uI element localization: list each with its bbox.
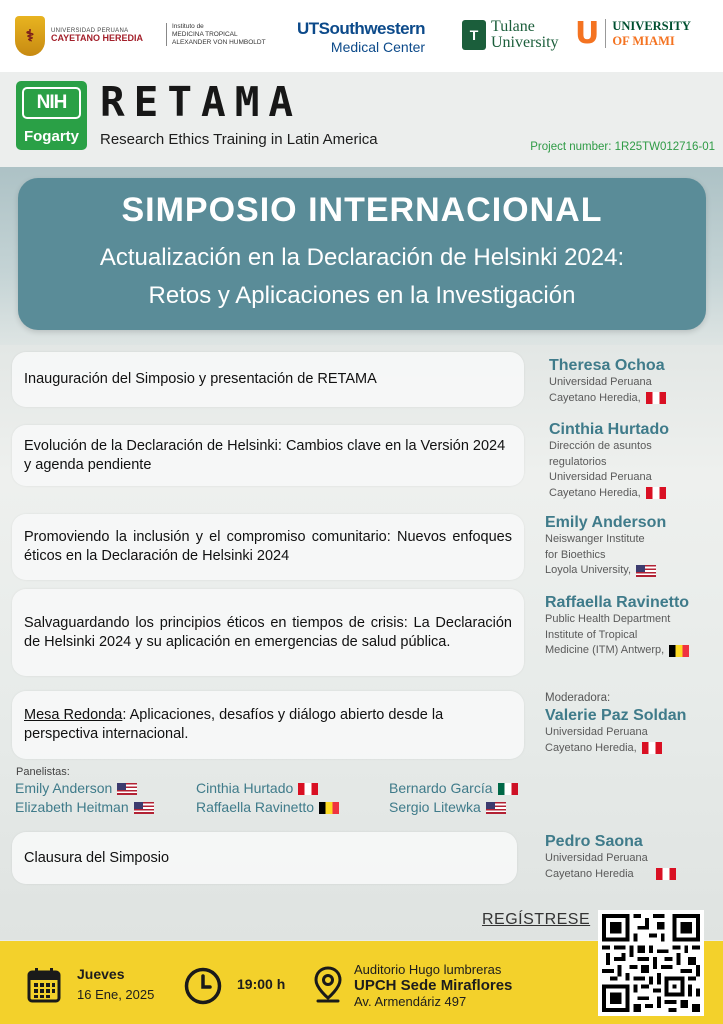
- speaker-1-affiliation: [549, 375, 723, 406]
- usa-flag-icon: [117, 783, 137, 795]
- session-4: [12, 589, 524, 676]
- session-2-title: Evolución de la Declaración de Helsinki: Cambios clave en la Versión 2024 y agenda pendiente: [24, 437, 506, 473]
- peru-flag-icon: [646, 487, 666, 499]
- clock-icon: [183, 966, 223, 1006]
- panelist-name: Cinthia Hurtado: [196, 780, 294, 796]
- project-number: Project number: 1R25TW012716-01: [530, 141, 715, 153]
- round-table-title: : Aplicaciones, desafíos y diálogo abierto desde la perspectiva internacional.: [24, 707, 444, 742]
- humboldt-line-1: Instituto de: [172, 23, 204, 30]
- mexico-flag-icon: [498, 783, 518, 795]
- session-1: [12, 352, 524, 407]
- peru-flag-icon: [298, 783, 318, 795]
- usa-flag-icon: [134, 802, 154, 814]
- upch-name: CAYETANO HEREDIA: [51, 33, 144, 44]
- location-pin-icon: [313, 966, 343, 1004]
- round-table-label: Mesa Redonda: [24, 707, 123, 724]
- panelist: [15, 799, 154, 815]
- calendar-icon: [27, 967, 61, 1003]
- register-link[interactable]: REGÍSTRESE: [482, 911, 591, 928]
- speaker-1: [549, 357, 723, 406]
- venue-campus: UPCH Sede Miraflores: [354, 977, 513, 994]
- um-line-1: UNIVERSITY: [612, 19, 691, 34]
- aff-line: for Bioethics: [545, 548, 606, 561]
- aff-line: Universidad Peruana: [549, 471, 652, 484]
- symposium-title-box: [18, 178, 706, 330]
- aff-line: Medicine (ITM) Antwerp,: [545, 644, 665, 657]
- aff-line: Cayetano Heredia,: [549, 487, 641, 500]
- event-day: Jueves: [77, 966, 125, 982]
- title-line-1: SIMPOSIO INTERNACIONAL: [121, 191, 603, 229]
- logo-bar: [0, 0, 723, 72]
- aff-line: Public Health Department: [545, 613, 671, 625]
- utsw-name: UTSouthwestern: [297, 19, 426, 38]
- venue-name: Auditorio Hugo lumbreras: [354, 962, 502, 977]
- session-3-title: Promoviendo la inclusión y el compromiso comunitario: Nuevos enfoques éticos en la Declaración de Helsinki 2024: [24, 529, 512, 564]
- session-5-title: [24, 706, 512, 744]
- panelists-label: Panelistas:: [16, 766, 70, 778]
- moderator: [545, 692, 720, 756]
- aff-line: Loyola University,: [545, 564, 631, 577]
- humboldt-line-2: MEDICINA TROPICAL: [172, 30, 238, 38]
- fogarty-label: Fogarty: [23, 128, 79, 145]
- humboldt-line-3: ALEXANDER VON HUMBOLDT: [172, 38, 266, 46]
- program-subtitle: Research Ethics Training in Latin America: [100, 131, 378, 148]
- speaker-6: [545, 833, 720, 882]
- speaker-6-name: Pedro Saona: [545, 833, 643, 850]
- peru-flag-icon: [646, 392, 666, 404]
- session-3: [12, 514, 524, 580]
- panelist-name: Raffaella Ravinetto: [196, 799, 315, 815]
- panelist: [196, 780, 318, 796]
- qr-code-icon: [602, 914, 700, 1012]
- speaker-4-name: Raffaella Ravinetto: [545, 594, 690, 611]
- title-line-3: Retos y Aplicaciones en la Investigación: [148, 282, 576, 309]
- aff-line: Cayetano Heredia,: [545, 741, 637, 754]
- peru-flag-icon: [642, 742, 662, 754]
- peru-flag-icon: [656, 868, 676, 880]
- upch-small-text: UNIVERSIDAD PERUANA: [51, 28, 129, 35]
- session-1-title: Inauguración del Simposio y presentación de RETAMA: [24, 371, 377, 388]
- upch-logo: [15, 16, 143, 56]
- aff-line: Cayetano Heredia: [545, 867, 634, 880]
- panelist-name: Bernardo García: [389, 780, 493, 796]
- aff-line: Universidad Peruana: [549, 376, 652, 388]
- panelist: [389, 799, 506, 815]
- humboldt-logo: [166, 23, 266, 46]
- moderator-name: Valerie Paz Soldan: [545, 707, 687, 724]
- program-name: RETAMA: [100, 78, 303, 126]
- session-6: [12, 832, 517, 884]
- event-date: 16 Ene, 2025: [77, 987, 155, 1002]
- title-line-2: Actualización en la Declaración de Helsinki 2024:: [99, 244, 625, 271]
- um-logo: [575, 16, 691, 51]
- speaker-3-name: Emily Anderson: [545, 514, 667, 531]
- panelist: [196, 799, 339, 815]
- panelist: [389, 780, 518, 796]
- speaker-2-affiliation: [549, 439, 723, 502]
- speaker-6-affiliation: [545, 851, 720, 882]
- panelist-name: Elizabeth Heitman: [15, 799, 129, 815]
- nih-fogarty-logo: [16, 81, 87, 150]
- tulane-line-1: Tulane: [491, 18, 535, 35]
- utsw-sub: Medical Center: [330, 39, 426, 55]
- venue-address: Av. Armendáriz 497: [354, 994, 467, 1009]
- speaker-3-affiliation: [545, 532, 720, 579]
- nih-label: NIH: [22, 87, 81, 119]
- um-u-icon: U: [575, 16, 600, 51]
- speaker-2: [549, 421, 723, 502]
- utsw-logo: [297, 19, 425, 55]
- session-6-title: Clausura del Simposio: [24, 849, 170, 866]
- tulane-logo: [462, 19, 559, 51]
- moderator-label: Moderadora:: [545, 692, 611, 704]
- aff-line: regulatorios: [549, 455, 607, 468]
- speaker-4: [545, 594, 720, 659]
- registration-qr-code[interactable]: [598, 910, 704, 1016]
- panelist: [15, 780, 137, 796]
- belgium-flag-icon: [669, 645, 689, 657]
- tulane-line-2: University: [491, 34, 559, 51]
- um-line-2: OF MIAMI: [612, 33, 675, 48]
- aff-line: Neiswanger Institute: [545, 533, 645, 545]
- usa-flag-icon: [486, 802, 506, 814]
- aff-line: Universidad Peruana: [545, 726, 648, 738]
- session-2: [12, 425, 524, 486]
- speaker-1-name: Theresa Ochoa: [549, 357, 665, 374]
- session-5: [12, 691, 524, 759]
- aff-line: Institute of Tropical: [545, 628, 638, 641]
- panelist-name: Sergio Litewka: [389, 799, 481, 815]
- speaker-3: [545, 514, 720, 579]
- belgium-flag-icon: [319, 802, 339, 814]
- usa-flag-icon: [636, 565, 656, 577]
- aff-line: Cayetano Heredia,: [549, 391, 641, 404]
- tulane-shield-icon: T: [462, 20, 486, 50]
- speaker-2-name: Cinthia Hurtado: [549, 421, 669, 438]
- aff-line: Dirección de asuntos: [549, 440, 652, 452]
- speaker-4-affiliation: [545, 612, 720, 659]
- upch-shield-icon: ⚕: [15, 16, 45, 56]
- aff-line: Universidad Peruana: [545, 852, 648, 864]
- panelist-name: Emily Anderson: [15, 780, 113, 796]
- session-4-title: Salvaguardando los principios éticos en tiempos de crisis: La Declaración de Helsinki 2024 y su aplicación en emergencias de salud pública.: [24, 614, 512, 650]
- event-time: 19:00 h: [237, 976, 286, 992]
- moderator-affiliation: [545, 725, 720, 756]
